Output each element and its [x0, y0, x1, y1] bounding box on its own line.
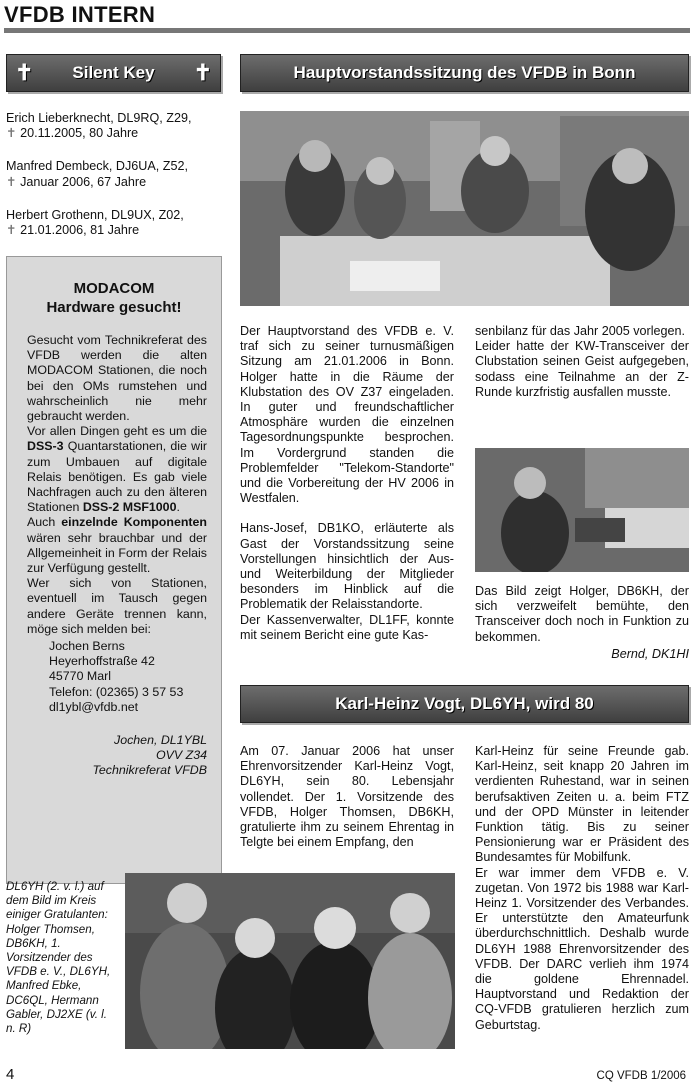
list-item [6, 208, 220, 238]
paragraph: Leider hatte der KW-Transceiver der Clubstation seinen Geist aufgegeben, sodass eine Teilnahme an der Z-Runde kurzfristig ausfallen musste. [475, 339, 689, 399]
paragraph: Der Kassenverwalter, DL1FF, konnte mit seinem Bericht eine gute Kas- [240, 612, 454, 642]
photo-caption: DL6YH (2. v. l.) auf dem Bild im Kreis einiger Gratulanten: Holger Thomsen, DB6KH, 1. Vorsitzender des VFDB e. V., DL6YH, Manfred Ebke, DC6QL, Hermann Gabler, DJ2XE (v. l. n. R) [6, 880, 111, 1036]
cross-icon: ✝ [6, 223, 17, 238]
article-column [475, 324, 689, 400]
silent-key-list [6, 111, 220, 238]
silent-key-banner [6, 54, 221, 92]
photo-caption: Das Bild zeigt Holger, DB6KH, der sich verzweifelt bemühte, den Transceiver doch noch in Funktion zu bekommen. Bernd, DK1HI [475, 584, 689, 661]
paragraph: Gesucht vom Technikreferat des VFDB werden die alten MODACOM Stationen, die noch bei den OMs rumstehen und wahrscheinlich nie mehr gebraucht werden. [27, 333, 207, 424]
email-link[interactable]: dl1ybl@vfdb.net [49, 699, 139, 714]
modacom-text [27, 333, 207, 779]
cross-icon: ✝ [15, 60, 34, 85]
issue-label: CQ VFDB 1/2006 [596, 1070, 686, 1082]
article-column [475, 744, 689, 1033]
section-title: VFDB INTERN [4, 2, 156, 27]
paragraph: Vor allen Dingen geht es um die DSS-3 Quantarstationen, die wir zum Umbauen auf digitale Relais benötigen. Es gab viele Nachfragen auch zu den älteren Stationen DSS-2 MSF1000. [27, 424, 207, 515]
paragraph: Er war immer dem VFDB e. V. zugetan. Von 1972 bis 1988 war Karl-Heinz 1. Vorsitzender des Verbandes. Er unterstützte den Amateurfunk überdurchschnittlich. Deshalb wurde DL6YH 1988 Ehrenvorsitzender des VFDB. Der DARC verlieh ihm 1974 die goldene Ehrennadel. Hauptvorstand und Redaktion der CQ-VFDB gratulieren herzlich zum Geburtstag. [475, 865, 689, 1032]
entry-name: Erich Lieberknecht, DL9RQ, Z29, [6, 111, 192, 125]
group-photo [125, 873, 455, 1049]
cross-icon: ✝ [193, 60, 212, 85]
entry-date: ✝ Januar 2006, 67 Jahre [6, 174, 147, 189]
article-column [240, 324, 454, 643]
modacom-box [6, 256, 222, 884]
contact-address: Jochen Berns Heyerhoffstraße 42 45770 Marl Telefon: (02365) 3 57 53 dl1ybl@vfdb.net [27, 639, 207, 715]
article-banner: Karl-Heinz Vogt, DL6YH, wird 80 [240, 685, 689, 723]
list-item [6, 159, 220, 189]
article-banner: Hauptvorstandssitzung des VFDB in Bonn [240, 54, 689, 92]
cross-icon: ✝ [6, 126, 17, 141]
article-column: Am 07. Januar 2006 hat unser Ehrenvorsitzender Karl-Heinz Vogt, DL6YH, sein 80. Lebensjahr vollendet. Der 1. Vorsitzende des VFDB, Holger Thomsen, DB6KH, gratulierte ihm zu seinem Ehrentag in Telgte bei einem Empfang, den [240, 744, 454, 850]
meeting-photo [240, 111, 689, 306]
paragraph: Karl-Heinz für seine Freunde gab. Karl-Heinz, seit knapp 20 Jahren im verdienten Ruhestand, war in seinen berufsaktiven Zeiten u. a. beim FTZ und der OPD Münster in leitender Funktion tätig. Bis zu seiner Pensionierung war er Präsident des Bundesamtes für Mobilfunk. [475, 744, 689, 865]
paragraph: Wer sich von Stationen, eventuell im Tausch gegen andere Geräte trennen kann, möge sich melden bei: [27, 576, 207, 636]
entry-name: Manfred Dembeck, DJ6UA, Z52, [6, 159, 188, 174]
paragraph: Auch einzelnde Komponenten wären sehr brauchbar und der Allgemeinheit in Form der Relais zur Verfügung gestellt. [27, 515, 207, 576]
header-rule [4, 28, 690, 33]
transceiver-photo [475, 448, 689, 572]
signature: Jochen, DL1YBL OVV Z34 Technikreferat VFDB [92, 733, 207, 778]
entry-date: ✝ 20.11.2005, 80 Jahre [6, 126, 139, 141]
paragraph: Hans-Josef, DB1KO, erläuterte als Gast der Vorstandssitzung seine Vorstellungen hinsichtlich der Aus- und Weiterbildung der Mitglieder besonders im Hinblick auf die Problematik der Relaisstandorte. [240, 521, 454, 612]
modacom-title: MODACOM Hardware gesucht! [46, 280, 182, 316]
list-item [6, 111, 220, 141]
paragraph: senbilanz für das Jahr 2005 vorlegen. [475, 324, 686, 338]
cross-icon: ✝ [6, 174, 17, 189]
author: Bernd, DK1HI [611, 646, 689, 661]
entry-name: Herbert Grothenn, DL9UX, Z02, [6, 207, 184, 222]
page-number: 4 [6, 1066, 15, 1083]
paragraph: Der Hauptvorstand des VFDB e. V. traf sich zu seiner turnusmäßigen Sitzung am 21.01.2006 in Bonn. Holger hatte in die Räume der Klubstation des OV Z37 eingeladen. In guter und freundschaftlicher Atmosphäre wurden die einzelnen Tagesordnungspunkte besprochen. Im Vordergrund standen die Problemfelder "Telekom-Standorte" und die Vorbereitung der HV 2006 in Westfalen. [240, 324, 454, 506]
silent-key-title: Silent Key [72, 63, 155, 82]
entry-date: ✝ 21.01.2006, 81 Jahre [6, 223, 140, 238]
